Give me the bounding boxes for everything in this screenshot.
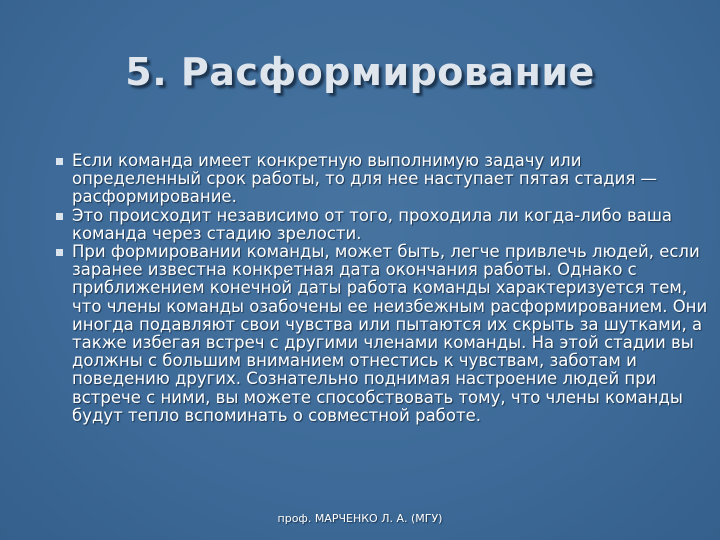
slide-footer	[0, 512, 720, 525]
bullet-item-2	[58, 207, 712, 243]
square-bullet-icon	[56, 249, 63, 256]
footer-author: проф. МАРЧЕНКО Л. А. (МГУ)	[277, 512, 443, 525]
slide-title: 5. Расформирование	[125, 50, 595, 94]
square-bullet-icon	[56, 213, 63, 220]
bullet-item-3	[58, 243, 712, 425]
bullet-text-2: Это происходит независимо от того, проходила ли когда-либо ваша команда через стадию зрелости.	[72, 205, 673, 243]
bullet-list	[58, 152, 712, 425]
bullet-item-1	[58, 152, 712, 207]
bullet-text-3: При формировании команды, может быть, легче привлечь людей, если заранее известна конкретная дата окончания работы. Однако с приближением конечной даты работа команды характеризуется тем, что члены команды озабочены ее неизбежным расформированием. Они иногда подавляют свои чувства или пытаются их скрыть за шутками, а также избегая встреч с другими членами команды. На этой стадии вы должны с большим вниманием отнестись к чувствам, заботам и поведению других. Сознательно поднимая настроение людей при встрече с ними, вы можете способствовать тому, что члены команды будут тепло вспоминать о совместной работе.	[72, 242, 708, 425]
bullet-text-1: Если команда имеет конкретную выполнимую задачу или определенный срок работы, то для нее наступает пятая стадия — расформирование.	[72, 151, 658, 207]
square-bullet-icon	[56, 158, 63, 165]
